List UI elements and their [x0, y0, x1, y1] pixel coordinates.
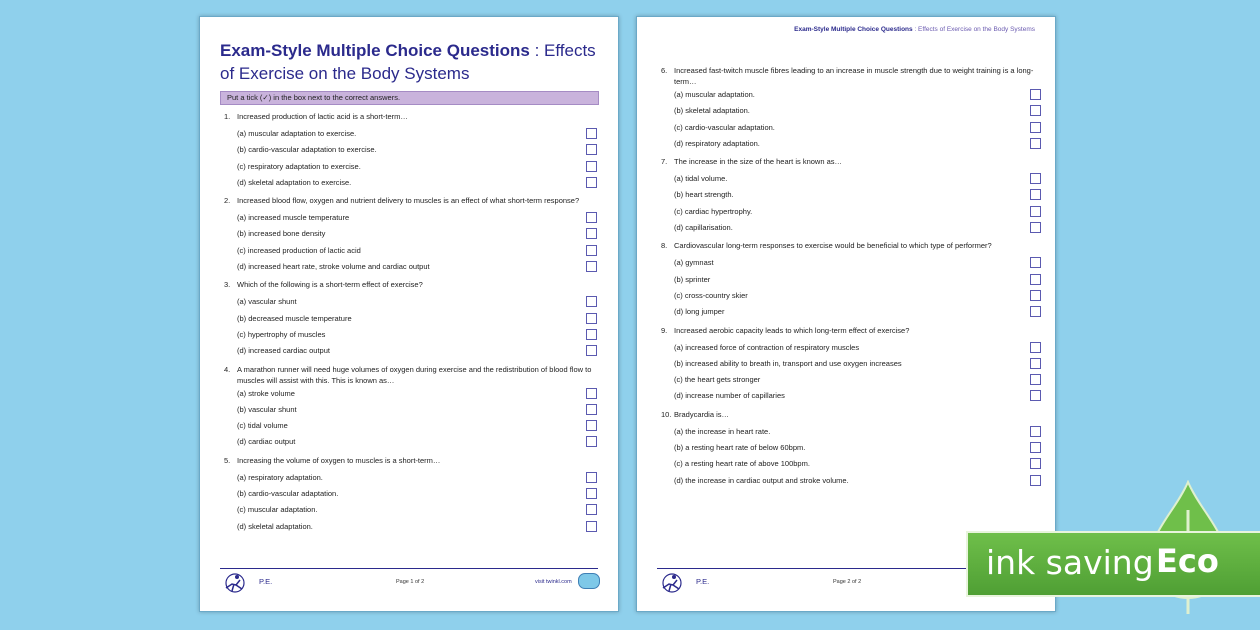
- instruction-bar: Put a tick (✓) in the box next to the correct answers.: [220, 91, 599, 105]
- answer-option-label: (a) muscular adaptation to exercise.: [237, 129, 357, 138]
- answer-checkbox[interactable]: [1030, 290, 1041, 301]
- answer-checkbox[interactable]: [586, 404, 597, 415]
- answer-checkbox[interactable]: [1030, 206, 1041, 217]
- answer-option: [224, 434, 604, 450]
- answer-option-label: (b) cardio-vascular adaptation.: [237, 489, 339, 499]
- question-number: 1.: [224, 112, 231, 121]
- question: [224, 278, 604, 359]
- answer-option-label: (c) increased production of lactic acid: [237, 245, 361, 255]
- question-list-page-1: [224, 110, 604, 538]
- worksheet-title: [220, 39, 605, 85]
- answer-checkbox[interactable]: [586, 177, 597, 188]
- answer-checkbox[interactable]: [1030, 390, 1041, 401]
- answer-option: [661, 103, 1041, 119]
- answer-checkbox[interactable]: [586, 261, 597, 272]
- title-rest: : Effects of Exercise on the Body Systems: [220, 41, 596, 83]
- answer-option: [224, 418, 604, 434]
- answer-option: [661, 255, 1041, 271]
- answer-option-label: (c) hypertrophy of muscles: [237, 329, 326, 339]
- answer-option: [661, 388, 1041, 404]
- answer-option-label: (b) vascular shunt: [237, 404, 297, 414]
- answer-checkbox[interactable]: [1030, 257, 1041, 268]
- answer-option: [224, 210, 604, 226]
- question-prompt: Increased production of lactic acid is a short-term…: [237, 112, 408, 121]
- question-prompt: Increased aerobic capacity leads to which long-term effect of exercise?: [674, 325, 910, 335]
- answer-checkbox[interactable]: [586, 245, 597, 256]
- footer-page-number: Page 1 of 2: [396, 579, 425, 585]
- answer-option-label: (d) increased cardiac output: [237, 346, 330, 356]
- answer-option: [224, 311, 604, 327]
- answer-checkbox[interactable]: [586, 488, 597, 499]
- answer-checkbox[interactable]: [1030, 89, 1041, 100]
- question-text: [224, 194, 604, 210]
- answer-option-label: (a) respiratory adaptation.: [237, 472, 323, 482]
- question-number: 6.: [661, 66, 668, 75]
- answer-option-label: (b) cardio-vascular adaptation to exercise.: [237, 145, 377, 155]
- answer-option-label: (d) capillarisation.: [674, 223, 733, 233]
- worksheet-page-2: [636, 16, 1056, 612]
- answer-option: [661, 272, 1041, 288]
- answer-option: [661, 340, 1041, 356]
- ink-saving-label: ink saving: [986, 543, 1154, 582]
- answer-option: [224, 386, 604, 402]
- answer-option: [224, 259, 604, 275]
- answer-checkbox[interactable]: [586, 313, 597, 324]
- question-text: [661, 64, 1041, 87]
- question-number: 5.: [224, 455, 231, 465]
- answer-option-label: (d) long jumper: [674, 307, 725, 317]
- answer-option-label: (b) skeletal adaptation.: [674, 106, 750, 116]
- answer-checkbox[interactable]: [586, 521, 597, 532]
- question-prompt: Which of the following is a short-term effect of exercise?: [237, 280, 423, 290]
- answer-option-label: (d) skeletal adaptation.: [237, 521, 313, 531]
- question: [661, 324, 1041, 405]
- answer-option: [224, 343, 604, 359]
- answer-checkbox[interactable]: [1030, 306, 1041, 317]
- answer-checkbox[interactable]: [1030, 274, 1041, 285]
- question-text: [224, 363, 604, 386]
- answer-checkbox[interactable]: [1030, 189, 1041, 200]
- answer-option: [661, 220, 1041, 236]
- question-prompt: Increasing the volume of oxygen to muscles is a short-term…: [237, 455, 441, 465]
- answer-option: [661, 424, 1041, 440]
- answer-option-label: (a) increased force of contraction of respiratory muscles: [674, 342, 860, 352]
- answer-option: [224, 402, 604, 418]
- question-number: 7.: [661, 157, 668, 167]
- answer-option-label: (c) cardiac hypertrophy.: [674, 206, 753, 216]
- question: [661, 155, 1041, 236]
- answer-option-label: (a) the increase in heart rate.: [674, 426, 771, 436]
- answer-checkbox[interactable]: [1030, 442, 1041, 453]
- answer-option-label: (a) gymnast: [674, 258, 714, 268]
- question-text: [224, 454, 604, 470]
- answer-option-label: (c) tidal volume: [237, 421, 288, 431]
- answer-checkbox[interactable]: [1030, 458, 1041, 469]
- question: [224, 194, 604, 275]
- question-text: [224, 278, 604, 294]
- answer-option: [661, 473, 1041, 489]
- worksheet-page-1: [199, 16, 619, 612]
- answer-option-label: (b) a resting heart rate of below 60bpm.: [674, 443, 806, 453]
- footer-subject: P.E.: [259, 577, 273, 586]
- answer-option: [661, 304, 1041, 320]
- answer-option-label: (a) increased muscle temperature: [237, 213, 350, 223]
- eco-label: Eco: [1156, 542, 1219, 580]
- answer-option-label: (b) decreased muscle temperature: [237, 313, 352, 323]
- question-number: 8.: [661, 241, 668, 251]
- question: [224, 454, 604, 535]
- answer-option-label: (c) respiratory adaptation to exercise.: [237, 161, 361, 171]
- twinkl-logo-icon: [578, 573, 600, 589]
- answer-option-label: (a) tidal volume.: [674, 174, 728, 184]
- question-prompt: The increase in the size of the heart is known as…: [674, 157, 843, 167]
- answer-option-label: (b) increased bone density: [237, 229, 326, 239]
- answer-checkbox[interactable]: [586, 212, 597, 223]
- answer-option-label: (c) cross-country skier: [674, 290, 748, 300]
- answer-option-label: (b) sprinter: [674, 274, 711, 284]
- answer-checkbox[interactable]: [586, 420, 597, 431]
- question-prompt: Cardiovascular long-term responses to exercise would be beneficial to which type of performer?: [674, 241, 992, 251]
- footer-site-link[interactable]: visit twinkl.com: [535, 579, 572, 585]
- answer-option-label: (d) respiratory adaptation.: [674, 138, 760, 148]
- question-text: [661, 155, 1041, 171]
- answer-option: [661, 288, 1041, 304]
- answer-option: [224, 519, 604, 535]
- question: [224, 363, 604, 451]
- question-number: 4.: [224, 364, 231, 374]
- question-number: 10.: [661, 409, 672, 419]
- header-rest: : Effects of Exercise on the Body Systems: [912, 26, 1035, 33]
- answer-checkbox[interactable]: [1030, 358, 1041, 369]
- answer-checkbox[interactable]: [586, 128, 597, 139]
- answer-option-label: (a) stroke volume: [237, 388, 295, 398]
- answer-checkbox[interactable]: [586, 296, 597, 307]
- answer-checkbox[interactable]: [1030, 475, 1041, 486]
- answer-option: [661, 171, 1041, 187]
- answer-option-label: (c) a resting heart rate of above 100bpm.: [674, 459, 810, 469]
- ink-saving-badge: [966, 531, 1260, 597]
- question-number: 2.: [224, 196, 231, 206]
- question-list-page-2: [661, 64, 1041, 492]
- answer-option-label: (b) heart strength.: [674, 190, 734, 200]
- running-header: [794, 26, 1035, 33]
- answer-checkbox[interactable]: [1030, 138, 1041, 149]
- answer-option-label: (d) increased heart rate, stroke volume and cardiac output: [237, 262, 430, 272]
- answer-option: [224, 327, 604, 343]
- answer-checkbox[interactable]: [586, 388, 597, 399]
- answer-option: [661, 356, 1041, 372]
- answer-checkbox[interactable]: [586, 329, 597, 340]
- answer-checkbox[interactable]: [1030, 342, 1041, 353]
- question: [661, 239, 1041, 320]
- answer-checkbox[interactable]: [586, 228, 597, 239]
- answer-option: [224, 159, 604, 175]
- question-number: 3.: [224, 280, 231, 290]
- question-number: 9.: [661, 325, 668, 335]
- answer-checkbox[interactable]: [1030, 173, 1041, 184]
- answer-checkbox[interactable]: [586, 504, 597, 515]
- question-text: [224, 110, 604, 126]
- answer-option: [661, 87, 1041, 103]
- answer-checkbox[interactable]: [1030, 222, 1041, 233]
- answer-option: [661, 120, 1041, 136]
- answer-option-label: (d) cardiac output: [237, 437, 296, 447]
- answer-option: [224, 226, 604, 242]
- question: [661, 64, 1041, 152]
- answer-option-label: (d) skeletal adaptation to exercise.: [237, 177, 352, 187]
- answer-option: [661, 372, 1041, 388]
- question-text: [661, 408, 1041, 424]
- answer-option: [661, 136, 1041, 152]
- answer-option: [224, 502, 604, 518]
- answer-option: [661, 440, 1041, 456]
- footer-divider: [220, 568, 598, 569]
- answer-option-label: (a) vascular shunt: [237, 297, 297, 307]
- answer-option: [224, 486, 604, 502]
- answer-checkbox[interactable]: [1030, 105, 1041, 116]
- answer-checkbox[interactable]: [586, 161, 597, 172]
- answer-option: [224, 243, 604, 259]
- answer-checkbox[interactable]: [586, 436, 597, 447]
- answer-option-label: (b) increased ability to breath in, transport and use oxygen increases: [674, 358, 902, 368]
- answer-option: [224, 294, 604, 310]
- question: [224, 110, 604, 191]
- question-prompt: A marathon runner will need huge volumes of oxygen during exercise and the redistribution of blood flow to muscles will assist with this. This is known as…: [237, 364, 592, 385]
- footer-subject: P.E.: [696, 577, 710, 586]
- answer-option-label: (c) cardio-vascular adaptation.: [674, 122, 775, 132]
- pe-logo-icon: [220, 572, 250, 594]
- question-prompt: Increased blood flow, oxygen and nutrient delivery to muscles is an effect of what short-term response?: [237, 196, 580, 206]
- answer-option: [224, 175, 604, 191]
- header-bold: Exam-Style Multiple Choice Questions: [794, 26, 913, 33]
- pe-logo-icon: [657, 572, 687, 594]
- answer-option: [224, 126, 604, 142]
- question-prompt: Bradycardia is…: [674, 409, 730, 419]
- answer-checkbox[interactable]: [586, 345, 597, 356]
- answer-option-label: (c) muscular adaptation.: [237, 505, 318, 515]
- answer-option: [224, 142, 604, 158]
- answer-option-label: (a) muscular adaptation.: [674, 90, 755, 99]
- answer-checkbox[interactable]: [1030, 374, 1041, 385]
- question: [661, 408, 1041, 489]
- answer-option-label: (c) the heart gets stronger: [674, 375, 761, 385]
- question-prompt: Increased fast-twitch muscle fibres leading to an increase in muscle strength due to weight training is a long-term…: [674, 66, 1034, 86]
- answer-checkbox[interactable]: [1030, 122, 1041, 133]
- answer-checkbox[interactable]: [586, 472, 597, 483]
- question-text: [661, 239, 1041, 255]
- answer-option: [224, 470, 604, 486]
- question-text: [661, 324, 1041, 340]
- answer-option: [661, 204, 1041, 220]
- answer-checkbox[interactable]: [586, 144, 597, 155]
- answer-option-label: (d) the increase in cardiac output and stroke volume.: [674, 475, 849, 485]
- answer-option: [661, 187, 1041, 203]
- title-bold: Exam-Style Multiple Choice Questions: [220, 41, 530, 60]
- footer-page-number: Page 2 of 2: [833, 579, 862, 585]
- answer-checkbox[interactable]: [1030, 426, 1041, 437]
- answer-option-label: (d) increase number of capillaries: [674, 391, 785, 401]
- answer-option: [661, 456, 1041, 472]
